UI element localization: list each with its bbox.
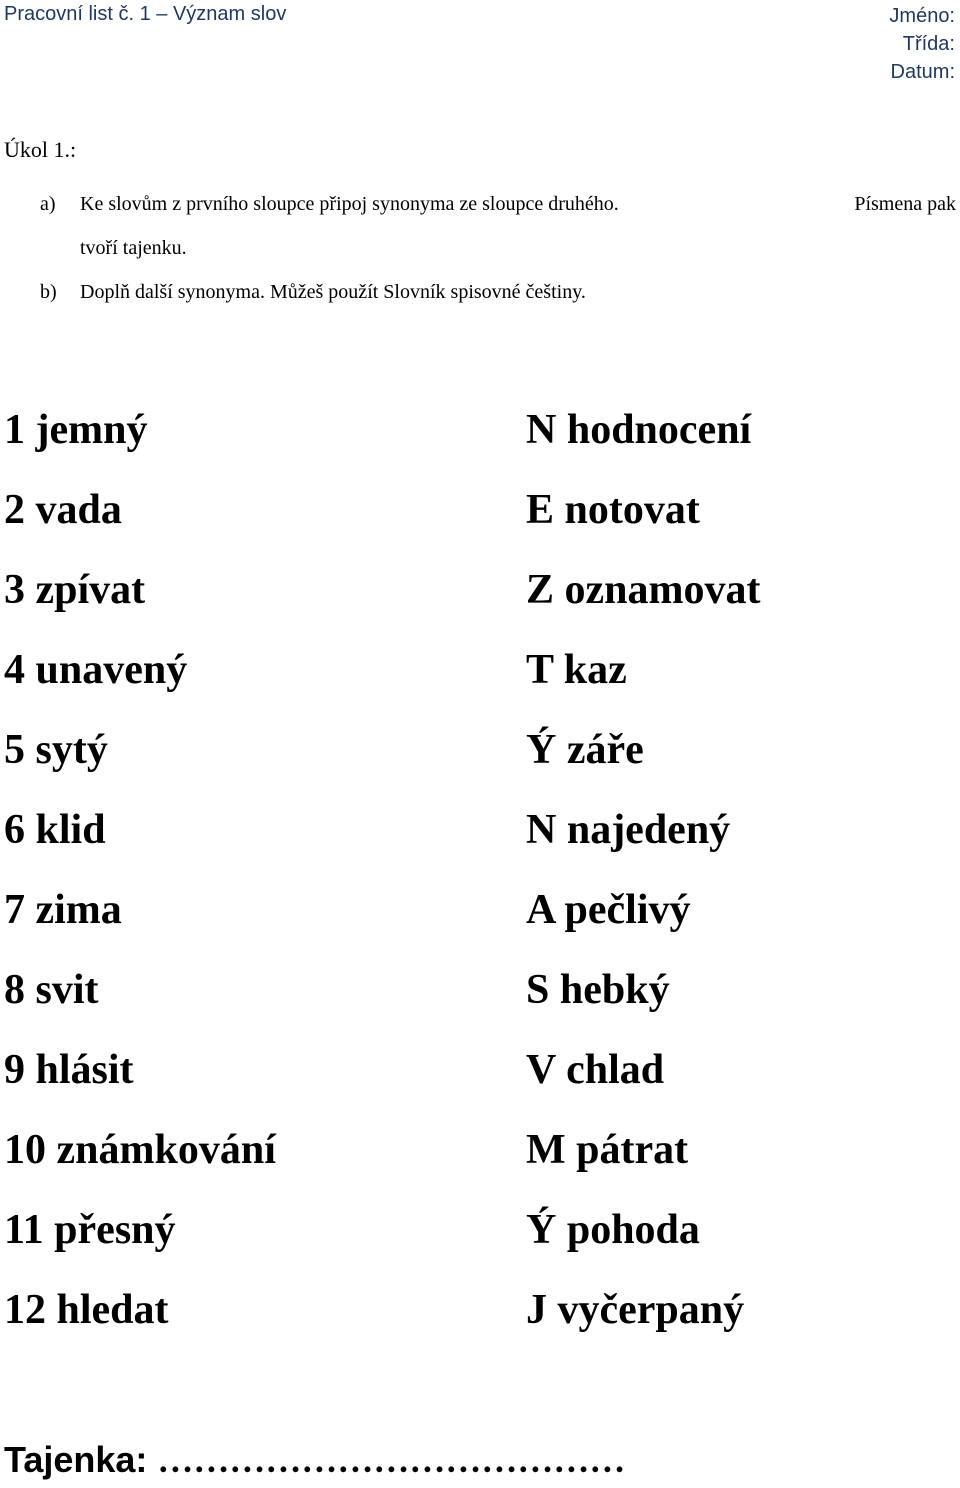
word-row bbox=[4, 1110, 954, 1190]
left-word: 11 přesný bbox=[4, 1207, 176, 1253]
instruction-a bbox=[40, 182, 956, 270]
right-word: E notovat bbox=[526, 487, 700, 533]
word-row bbox=[4, 1030, 954, 1110]
instruction-b bbox=[40, 270, 956, 314]
right-word: V chlad bbox=[526, 1047, 665, 1093]
task-title: Úkol 1.: bbox=[4, 137, 77, 162]
left-word: 1 jemný bbox=[4, 407, 148, 453]
left-word: 9 hlásit bbox=[4, 1047, 134, 1093]
left-word: 4 unavený bbox=[4, 647, 188, 693]
word-row bbox=[4, 630, 954, 710]
left-word: 6 klid bbox=[4, 807, 106, 853]
instruction-b-text: Doplň další synonyma. Můžeš použít Slovník spisovné češtiny. bbox=[80, 281, 586, 303]
puzzle-answer-line bbox=[4, 1434, 625, 1486]
date-label: Datum: bbox=[890, 61, 955, 83]
task-instructions bbox=[40, 182, 956, 314]
left-word: 8 svit bbox=[4, 967, 99, 1013]
left-word: 3 zpívat bbox=[4, 567, 146, 613]
answer-blank: ………………………………… bbox=[157, 1440, 626, 1480]
left-word: 7 zima bbox=[4, 887, 122, 933]
instruction-b-marker: b) bbox=[40, 281, 57, 303]
word-row bbox=[4, 790, 954, 870]
instruction-a-text-part1: Ke slovům z prvního sloupce připoj synonyma ze sloupce druhého. bbox=[80, 193, 619, 215]
word-row bbox=[4, 950, 954, 1030]
right-word: N najedený bbox=[526, 807, 731, 853]
puzzle-label: Tajenka: bbox=[4, 1439, 148, 1480]
right-word: Ý pohoda bbox=[526, 1207, 700, 1253]
instruction-a-second-line: tvoří tajenku. bbox=[80, 237, 187, 259]
right-word: A pečlivý bbox=[526, 887, 691, 933]
class-label: Třída: bbox=[902, 33, 955, 55]
right-word: N hodnocení bbox=[526, 407, 752, 453]
instruction-a-first-line bbox=[80, 182, 956, 226]
left-word: 12 hledat bbox=[4, 1287, 169, 1333]
word-matching-table bbox=[4, 390, 954, 1350]
word-row bbox=[4, 870, 954, 950]
word-row bbox=[4, 390, 954, 470]
right-word: T kaz bbox=[526, 647, 627, 693]
word-row bbox=[4, 710, 954, 790]
instruction-a-text-part2: Písmena pak bbox=[854, 193, 956, 215]
instruction-a-marker: a) bbox=[40, 193, 56, 215]
right-word: J vyčerpaný bbox=[526, 1287, 745, 1333]
worksheet-title: Pracovní list č. 1 – Význam slov bbox=[4, 3, 287, 25]
word-row bbox=[4, 550, 954, 630]
right-word: Ý záře bbox=[526, 727, 644, 773]
right-word: M pátrat bbox=[526, 1127, 689, 1173]
word-row bbox=[4, 470, 954, 550]
left-word: 5 sytý bbox=[4, 727, 108, 773]
name-label: Jméno: bbox=[889, 5, 955, 27]
word-row bbox=[4, 1270, 954, 1350]
word-row bbox=[4, 1190, 954, 1270]
left-word: 2 vada bbox=[4, 487, 122, 533]
right-word: S hebký bbox=[526, 967, 670, 1013]
student-info-block bbox=[889, 2, 955, 86]
left-word: 10 známkování bbox=[4, 1127, 276, 1173]
right-word: Z oznamovat bbox=[526, 567, 761, 613]
